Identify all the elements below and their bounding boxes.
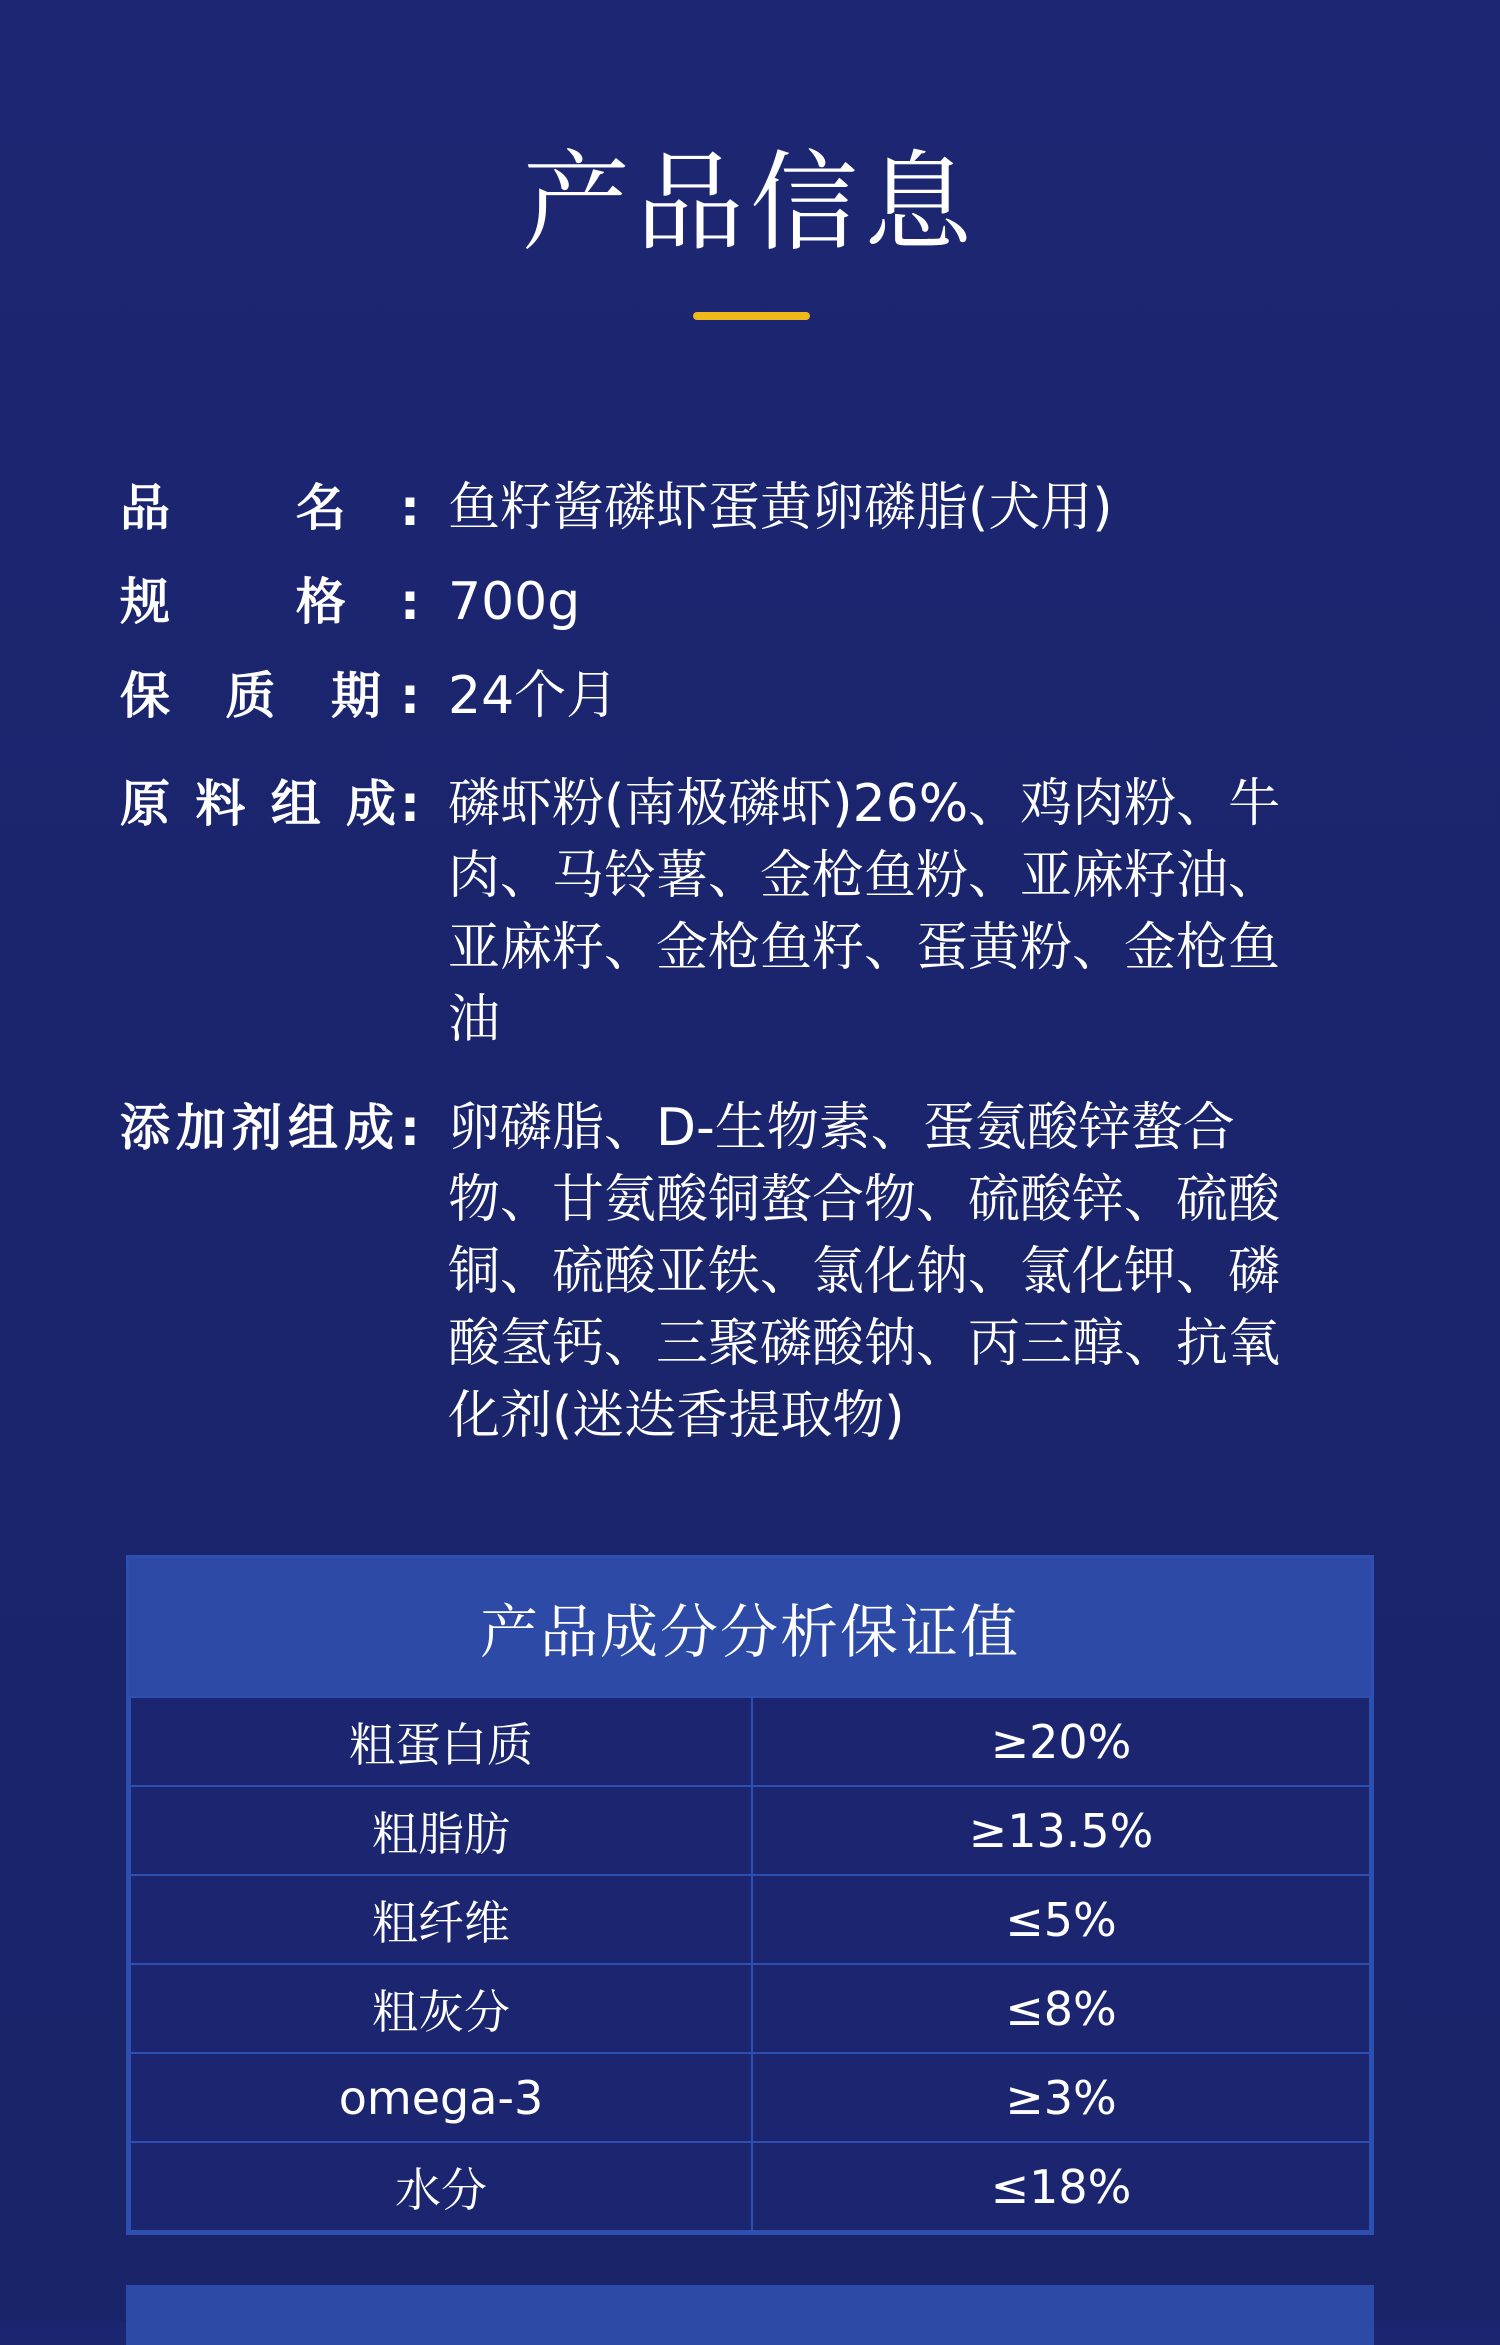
- next-section-bar: [126, 2285, 1374, 2345]
- nutrient-value: ≥13.5%: [752, 1786, 1370, 1875]
- nutrient-name: omega-3: [130, 2053, 752, 2142]
- analysis-table-card: [126, 1555, 1374, 2235]
- spec-value: 700g: [448, 572, 581, 632]
- table-row: [130, 2142, 1370, 2231]
- nutrient-name: 粗蛋白质: [130, 1697, 752, 1786]
- info-row-ingredients: [120, 768, 1360, 1056]
- analysis-title: 产品成分分析保证值: [129, 1558, 1371, 1696]
- table-row: [130, 1964, 1370, 2053]
- nutrient-name: 粗灰分: [130, 1964, 752, 2053]
- table-row: [130, 1875, 1370, 1964]
- product-info-list: [120, 472, 1360, 1452]
- shelf-life-label: 保 质 期:: [120, 667, 420, 725]
- page-title: 产品信息: [521, 141, 978, 266]
- nutrient-value: ≤5%: [752, 1875, 1370, 1964]
- nutrient-value: ≤8%: [752, 1964, 1370, 2053]
- spec-label: 规 格:: [120, 573, 420, 631]
- nutrient-name: 水分: [130, 2142, 752, 2231]
- nutrient-value: ≤18%: [752, 2142, 1370, 2231]
- name-value: 鱼籽酱磷虾蛋黄卵磷脂(犬用): [448, 478, 1113, 538]
- shelf-life-value: 24个月: [448, 666, 619, 726]
- info-row-shelf-life: [120, 660, 1360, 732]
- additives-label: 添加剂组成:: [120, 1099, 420, 1157]
- title-underline: [693, 312, 810, 320]
- table-row: [130, 2053, 1370, 2142]
- nutrient-name: 粗纤维: [130, 1875, 752, 1964]
- info-row-additives: [120, 1092, 1360, 1452]
- ingredients-value: 磷虾粉(南极磷虾)26%、鸡肉粉、牛肉、马铃薯、金枪鱼粉、亚麻籽油、亚麻籽、金枪鱼籽、蛋黄粉、金枪鱼油: [448, 774, 1281, 1050]
- name-label: 品 名:: [120, 479, 420, 537]
- additives-value: 卵磷脂、D-生物素、蛋氨酸锌螯合物、甘氨酸铜螯合物、硫酸锌、硫酸铜、硫酸亚铁、氯化钠、氯化钾、磷酸氢钙、三聚磷酸钠、丙三醇、抗氧化剂(迷迭香提取物): [448, 1098, 1281, 1446]
- info-row-name: [120, 472, 1360, 544]
- info-row-spec: [120, 566, 1360, 638]
- analysis-table: [129, 1696, 1371, 2232]
- nutrient-name: 粗脂肪: [130, 1786, 752, 1875]
- nutrient-value: ≥20%: [752, 1697, 1370, 1786]
- table-row: [130, 1786, 1370, 1875]
- ingredients-label: 原 料 组 成:: [120, 775, 420, 833]
- nutrient-value: ≥3%: [752, 2053, 1370, 2142]
- table-row: [130, 1697, 1370, 1786]
